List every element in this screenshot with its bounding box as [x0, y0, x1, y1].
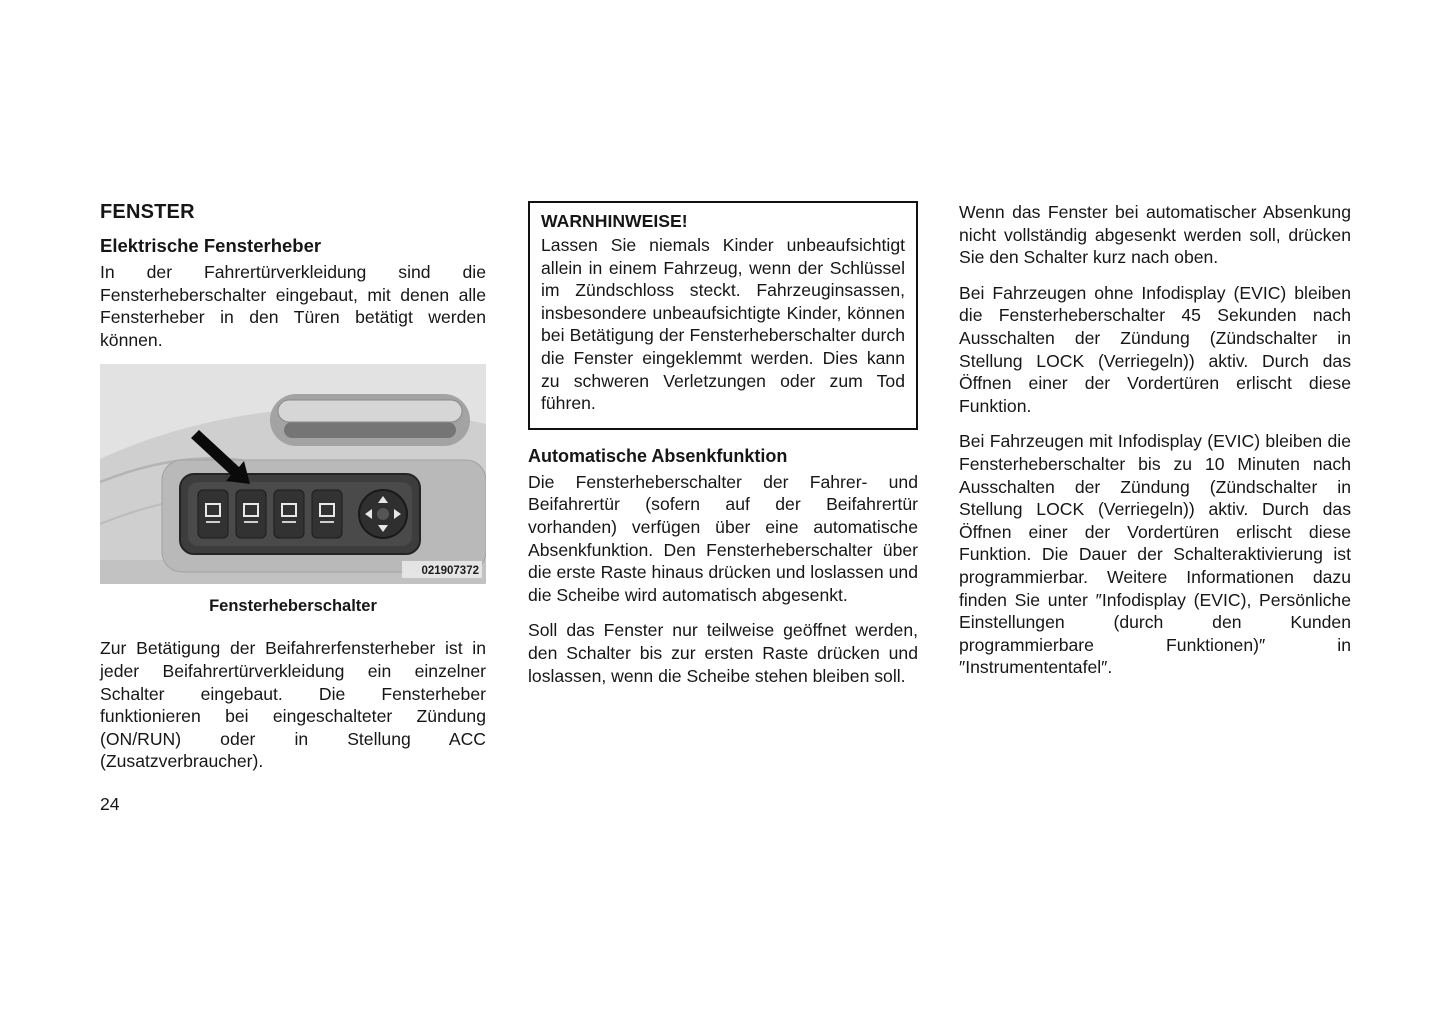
- paragraph-auto-lower-2: Soll das Fenster nur teilweise geöffnet werden, den Schalter bis zur ersten Raste drücken und loslassen, wenn die Scheibe stehen bleiben soll.: [528, 620, 918, 686]
- window-switch-button: [312, 490, 342, 538]
- door-handle-grip: [278, 400, 462, 422]
- paragraph-auto-lower-1: Die Fensterheberschalter der Fahrer- und Beifahrertür (sofern auf der Beifahrertür vorhanden) verfügen über eine automatische Absenkfunktion. Den Fensterheberschalter über die erste Raste hinaus drücken und loslassen und die Scheibe wird automatisch abgesenkt.: [528, 471, 918, 605]
- paragraph-stop-lowering: Wenn das Fenster bei automatischer Absenkung nicht vollständig abgesenkt werden soll, drücken Sie den Schalter kurz nach oben.: [959, 202, 1351, 268]
- mirror-control-knob: [359, 490, 407, 538]
- door-panel-photo: [100, 364, 486, 584]
- section-heading-elektrische-fensterheber: Elektrische Fensterheber: [100, 235, 322, 256]
- door-panel-figure: [100, 364, 486, 616]
- warning-box: [528, 201, 918, 430]
- paragraph-no-evic: Bei Fahrzeugen ohne Infodisplay (EVIC) bleiben die Fensterheberschalter 45 Sekunden nach Ausschalten der Zündung (Zündschalter in Stellung LOCK (Verriegeln)) aktiv. Durch das Öffnen einer der Vordertüren erlischt diese Funktion.: [959, 282, 1351, 416]
- paragraph-intro: In der Fahrertürverkleidung sind die Fensterheberschalter eingebaut, mit denen alle Fensterheber in den Türen betätigt werden können.: [100, 262, 486, 350]
- window-switch-panel: [180, 474, 420, 554]
- section-heading-absenkfunktion: Automatische Absenkfunktion: [528, 445, 788, 466]
- door-handle-shadow: [284, 422, 456, 438]
- figure-caption: Fensterheberschalter: [209, 597, 377, 616]
- middle-column: [528, 201, 918, 700]
- photo-code-label: [402, 561, 482, 578]
- door-handle: [270, 394, 470, 446]
- paragraph-passenger-switch: Zur Betätigung der Beifahrerfensterheber ist in jeder Beifahrertürverkleidung ein einzelner Schalter eingebaut. Die Fensterheber funktionieren bei eingeschalteter Zündung (ON/RUN) oder in Stellung ACC (Zusatzverbraucher).: [100, 638, 486, 772]
- page-title: FENSTER: [100, 201, 195, 223]
- window-switch-button: [236, 490, 266, 538]
- page-number: 24: [100, 794, 120, 814]
- photo-code: 021907372: [421, 565, 479, 578]
- left-column: [100, 201, 486, 786]
- window-switch-button: [274, 490, 304, 538]
- paragraph-with-evic: Bei Fahrzeugen mit Infodisplay (EVIC) bleiben die Fensterheberschalter bis zu 10 Minuten nach Ausschalten der Zündung (Zündschalter in Stellung LOCK (Verriegeln)) aktiv. Durch das Öffnen einer der Vordertüren erlischt diese Funktion. Die Dauer der Schalteraktivierung ist programmierbar. Weitere Informationen dazu finden Sie unter ″Infodisplay (EVIC), Persönliche Einstellungen (durch den Kunden programmierbare Funktionen)″ in ″Instrumententafel″.: [959, 431, 1351, 678]
- right-column: [959, 201, 1351, 692]
- window-switch-button: [198, 490, 228, 538]
- warning-text: Lassen Sie niemals Kinder unbeaufsichtigt allein in einem Fahrzeug, wenn der Schlüssel im Zündschloss steckt. Fahrzeuginsassen, insbesondere unbeaufsichtigte Kinder, können bei Betätigung der Fensterheberschalter durch die Fenster eingeklemmt werden. Dies kann zu schweren Verletzungen oder zum Tod führen.: [541, 235, 905, 414]
- warning-title: WARNHINWEISE!: [541, 211, 688, 231]
